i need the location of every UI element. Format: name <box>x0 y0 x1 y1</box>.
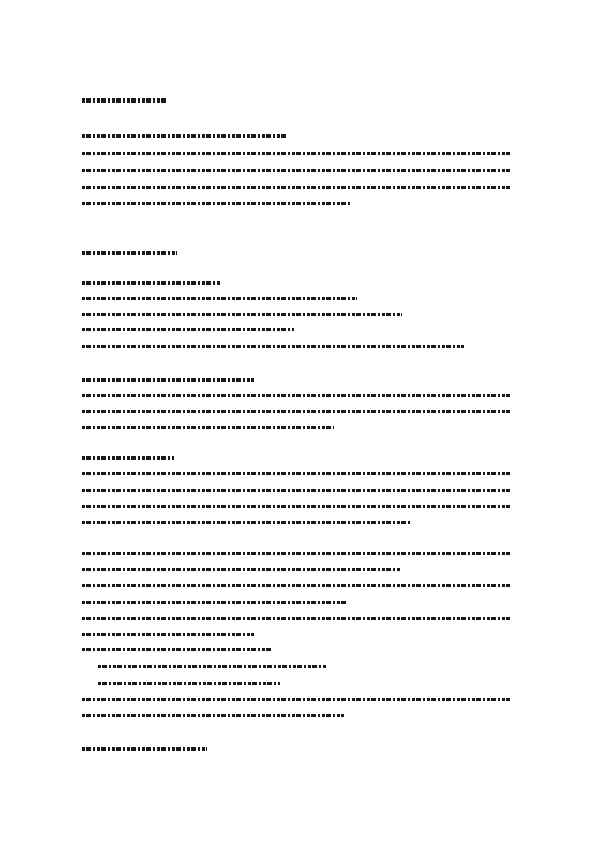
text-line <box>82 152 510 155</box>
list-item-line <box>82 568 400 571</box>
list-item-line <box>82 633 254 636</box>
list-item-line <box>82 552 510 555</box>
text-line <box>82 505 510 508</box>
text-line <box>82 410 510 413</box>
text-line <box>82 345 464 348</box>
list-item-line <box>82 617 510 620</box>
text-line <box>82 186 510 189</box>
text-line <box>82 169 510 172</box>
text-line <box>82 328 294 331</box>
text-line <box>82 489 510 492</box>
subheading-line <box>82 281 220 285</box>
text-line <box>82 313 402 316</box>
list-item-line <box>82 584 510 587</box>
text-line <box>82 297 357 300</box>
list-subitem-line <box>98 665 326 668</box>
text-line <box>82 394 510 397</box>
text-line <box>82 202 350 205</box>
section-heading-line <box>82 747 207 751</box>
intro-heading-line <box>82 134 287 138</box>
section-heading-line <box>82 251 177 255</box>
list-item-line <box>82 601 347 604</box>
text-line <box>82 426 334 429</box>
list-subitem-line <box>98 682 280 685</box>
subheading-line <box>82 378 254 382</box>
subheading-line <box>82 456 174 460</box>
text-line <box>82 714 344 717</box>
text-line <box>82 472 510 475</box>
list-item-line <box>82 648 272 651</box>
title-line <box>82 98 168 103</box>
text-line <box>82 521 412 524</box>
text-line <box>82 698 510 701</box>
